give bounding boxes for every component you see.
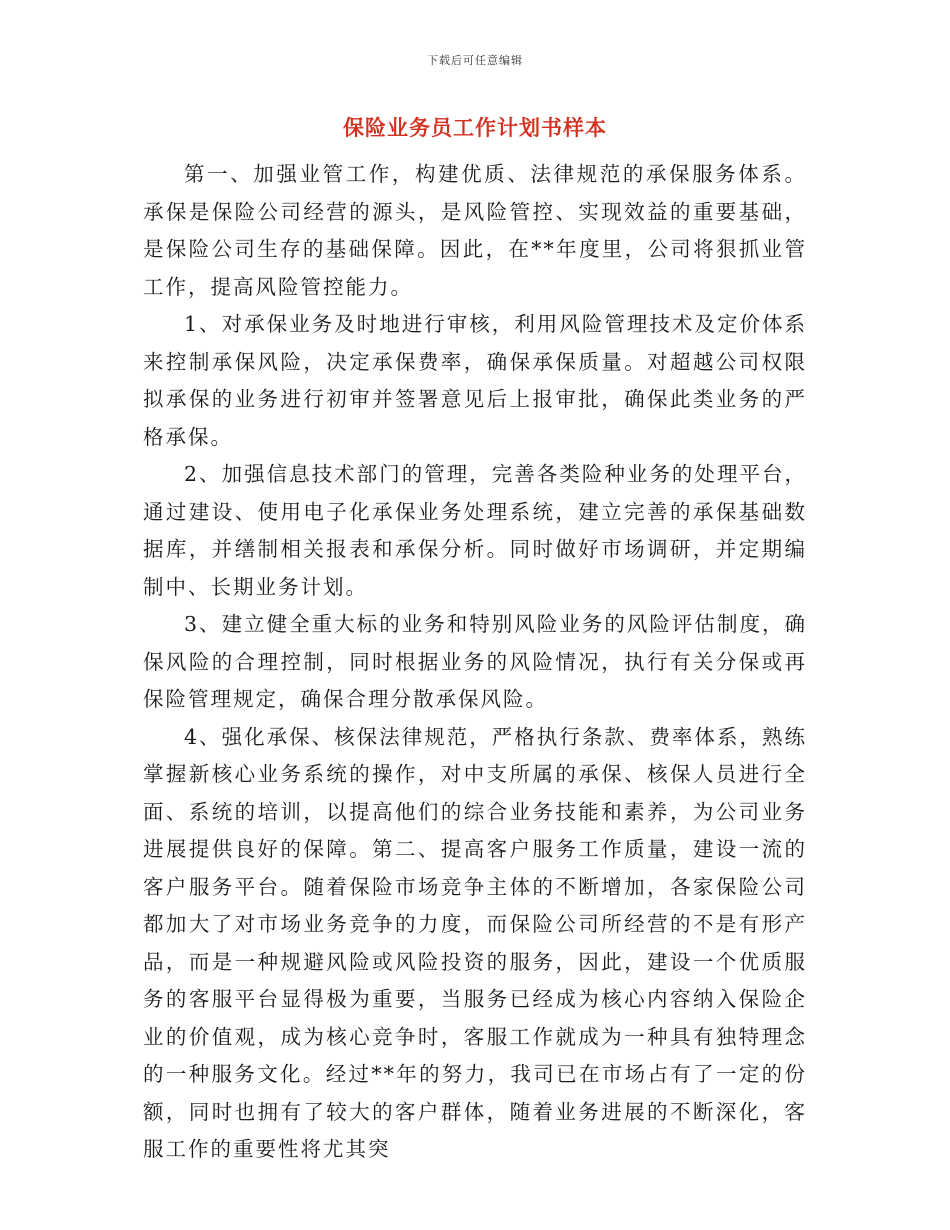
paragraph-2: 1、对承保业务及时地进行审核，利用风险管理技术及定价体系来控制承保风险，决定承保费率，确保承保质量。对超越公司权限拟承保的业务进行初审并签署意见后上报审批，确保此类业务的严格承保。 — [143, 312, 807, 449]
document-body — [143, 156, 807, 1169]
paragraph-3: 2、加强信息技术部门的管理，完善各类险种业务的处理平台，通过建设、使用电子化承保业务处理系统，建立完善的承保基础数据库，并缮制相关报表和承保分析。同时做好市场调研，并定期编制中、长期业务计划。 — [143, 462, 807, 599]
paragraph-1: 第一、加强业管工作，构建优质、法律规范的承保服务体系。承保是保险公司经营的源头，是风险管控、实现效益的重要基础，是保险公司生存的基础保障。因此，在**年度里，公司将狠抓业管工作，提高风险管控能力。 — [143, 162, 807, 299]
paragraph-5: 4、强化承保、核保法律规范，严格执行条款、费率体系，熟练掌握新核心业务系统的操作，对中支所属的承保、核保人员进行全面、系统的培训，以提高他们的综合业务技能和素养，为公司业务进展提供良好的保障。第二、提高客户服务工作质量，建设一流的客户服务平台。随着保险市场竞争主体的不断增加，各家保险公司都加大了对市场业务竞争的力度，而保险公司所经营的不是有形产品，而是一种规避风险或风险投资的服务，因此，建设一个优质服务的客服平台显得极为重要，当服务已经成为核心内容纳入保险企业的价值观，成为核心竞争时，客服工作就成为一种具有独特理念的一种服务文化。经过**年的努力，我司已在市场占有了一定的份额，同时也拥有了较大的客户群体，随着业务进展的不断深化，客服工作的重要性将尤其突 — [143, 724, 807, 1161]
document-title: 保险业务员工作计划书样本 — [343, 116, 607, 140]
page-header-note: 下载后可任意编辑 — [427, 54, 523, 67]
paragraph-4: 3、建立健全重大标的业务和特别风险业务的风险评估制度，确保风险的合理控制，同时根据业务的风险情况，执行有关分保或再保险管理规定，确保合理分散承保风险。 — [143, 612, 807, 711]
